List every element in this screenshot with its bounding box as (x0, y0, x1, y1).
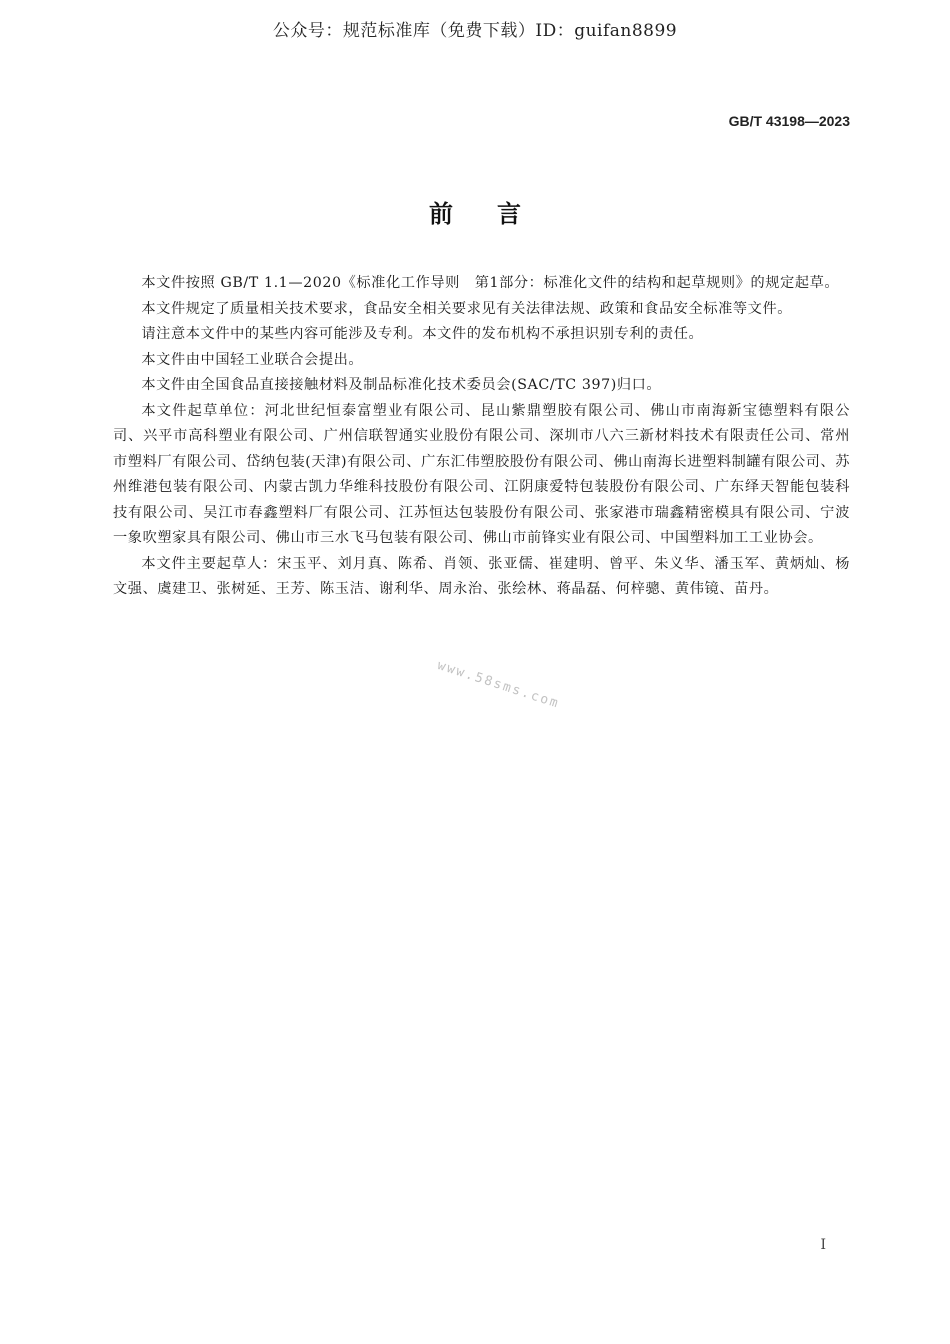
paragraph-main-drafters: 本文件主要起草人：宋玉平、刘月真、陈希、肖领、张亚儒、崔建明、曾平、朱义华、潘玉军、黄炳灿、杨文强、虞建卫、张树延、王芳、陈玉洁、谢利华、周永治、张绘林、蒋晶磊、何梓骢、黄伟镜、苗丹。 (113, 555, 850, 597)
paragraph-governing-committee: 本文件由全国食品直接接触材料及制品标准化技术委员会(SAC/TC 397)归口。 (141, 377, 662, 393)
paragraph-drafting-rules: 本文件按照 GB/T 1.1—2020《标准化工作导则 第1部分：标准化文件的结构和起草规则》的规定起草。 (141, 275, 840, 291)
standard-code: GB/T 43198—2023 (728, 113, 850, 129)
paragraph-patent-notice: 请注意本文件中的某些内容可能涉及专利。本文件的发布机构不承担识别专利的责任。 (141, 326, 704, 342)
paragraph-drafting-units: 本文件起草单位：河北世纪恒泰富塑业有限公司、昆山紫鼎塑胶有限公司、佛山市南海新宝德塑料有限公司、兴平市高科塑业有限公司、广州信联智通实业股份有限公司、深圳市八六三新材料技术有限责任公司、常州市塑料厂有限公司、岱纳包装(天津)有限公司、广东汇伟塑胶股份有限公司、佛山南海长进塑料制罐有限公司、苏州维港包装有限公司、内蒙古凯力华维科技股份有限公司、江阴康爱特包装股份有限公司、广东绎天智能包装科技有限公司、吴江市春鑫塑料厂有限公司、江苏恒达包装股份有限公司、张家港市瑞鑫精密模具有限公司、宁波一象吹塑家具有限公司、佛山市三水飞马包装有限公司、佛山市前锋实业有限公司、中国塑料加工工业协会。 (113, 402, 850, 546)
page-number: I (820, 1237, 826, 1253)
page-title: 前言 (429, 199, 565, 228)
watermark: www.58sms.com (435, 658, 562, 712)
paragraph-scope: 本文件规定了质量相关技术要求，食品安全相关要求见有关法律法规、政策和食品安全标准等文件。 (141, 300, 793, 317)
top-banner: 公众号：规范标准库（免费下载）ID：guifan8899 (272, 21, 678, 41)
paragraph-proposer: 本文件由中国轻工业联合会提出。 (141, 351, 364, 368)
foreword-body (113, 271, 850, 603)
